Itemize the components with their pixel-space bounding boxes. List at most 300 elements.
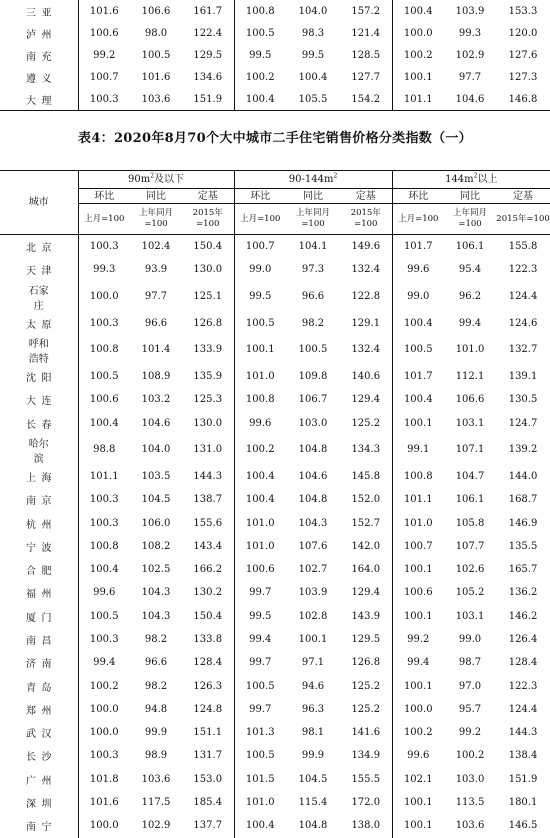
index-value: 99.9 (301, 750, 325, 762)
measure-header-row (0, 189, 550, 204)
index-value: 104.8 (298, 494, 328, 506)
measure-header: 同比 (286, 189, 340, 204)
city-name-text (0, 282, 78, 312)
index-value: 104.3 (141, 610, 171, 622)
index-value: 100.1 (403, 610, 433, 622)
index-value: 104.8 (298, 820, 328, 832)
index-value: 125.2 (340, 674, 392, 697)
index-value: 127.7 (340, 66, 392, 88)
base-header: 上年同月=100 (444, 204, 496, 235)
index-value: 101.3 (245, 727, 275, 739)
index-value: 124.8 (182, 698, 234, 721)
index-value: 103.9 (298, 587, 328, 599)
index-value: 99.7 (249, 703, 272, 715)
city-name (0, 0, 78, 22)
index-value: 99.3 (458, 27, 482, 39)
table-row (0, 581, 550, 604)
index-value: 103.1 (455, 610, 485, 622)
index-value: 120.0 (508, 27, 538, 39)
index-value: 155.8 (508, 241, 538, 253)
continued-table-body (0, 0, 550, 111)
table-title: 表4：2020年8月70个大中城市二手住宅销售价格分类指数（一） (78, 131, 472, 146)
index-value: 98.7 (458, 657, 482, 669)
index-value: 99.3 (93, 264, 116, 276)
index-value: 100.0 (403, 703, 433, 715)
index-value: 103.6 (141, 773, 171, 785)
index-value: 100.0 (89, 291, 119, 303)
index-value: 101.1 (89, 470, 119, 482)
index-value: 128.4 (182, 651, 234, 674)
index-value: 122.4 (182, 22, 234, 44)
city-name-part: 上 (26, 472, 36, 484)
index-value: 106.6 (141, 5, 171, 17)
table-row (0, 388, 550, 411)
continued-index-table (0, 0, 550, 111)
index-value: 100.2 (245, 71, 275, 83)
index-value: 107.1 (455, 444, 485, 456)
index-value: 100.6 (403, 587, 433, 599)
table-row (0, 558, 550, 581)
index-value: 124.4 (508, 291, 538, 303)
city-name-part: 南 (26, 822, 36, 834)
index-value: 164.0 (340, 558, 392, 581)
city-name-text (0, 492, 78, 507)
index-value: 129.4 (340, 388, 392, 411)
city-name-part: 原 (41, 319, 52, 331)
index-value: 127.6 (508, 49, 538, 61)
city-name-text (0, 335, 78, 365)
index-value: 126.8 (182, 312, 234, 335)
measure-header: 同比 (444, 189, 496, 204)
city-name-part: 北 (26, 243, 36, 255)
city-name-text (0, 795, 78, 810)
city-name (0, 628, 78, 651)
index-value: 99.1 (407, 444, 430, 456)
index-value: 98.3 (301, 27, 325, 39)
index-value: 100.1 (245, 344, 275, 356)
index-value: 104.3 (298, 517, 328, 529)
city-name-part: 长 (26, 752, 36, 764)
index-value: 134.9 (340, 744, 392, 767)
index-value: 124.7 (508, 417, 538, 429)
index-value: 100.0 (89, 820, 119, 832)
table-row (0, 235, 550, 259)
index-value: 185.4 (182, 791, 234, 814)
city-name-part: 南 (41, 659, 52, 671)
table-body (0, 235, 550, 838)
index-value: 98.2 (144, 680, 168, 692)
city-name (0, 312, 78, 335)
index-value: 101.0 (455, 344, 485, 356)
index-value: 100.4 (89, 564, 119, 576)
index-value: 100.4 (89, 417, 119, 429)
index-value: 100.1 (298, 634, 328, 645)
city-name-part: 石家庄 (28, 285, 49, 312)
index-value: 113.5 (455, 797, 485, 809)
index-value: 100.4 (234, 88, 286, 111)
index-value: 98.8 (93, 444, 116, 456)
index-value: 124.4 (508, 703, 538, 715)
city-name-part: 京 (41, 496, 52, 508)
index-value: 122.8 (340, 282, 392, 312)
city-name (0, 282, 78, 312)
city-name-part: 太 (26, 319, 36, 331)
base-header: 上月=100 (392, 204, 444, 235)
index-value: 117.5 (141, 797, 171, 809)
city-name-part: 遵 (26, 73, 36, 85)
table-row (0, 674, 550, 697)
city-name-text (0, 392, 78, 407)
base-header: 上年同月=100 (286, 204, 340, 235)
index-value: 100.5 (89, 610, 119, 622)
base-header: 上月=100 (78, 204, 130, 235)
city-name (0, 511, 78, 534)
city-name-text (0, 469, 78, 484)
index-value: 125.2 (340, 411, 392, 434)
index-value: 100.6 (245, 564, 275, 576)
index-value: 100.2 (245, 444, 275, 456)
index-value: 100.4 (245, 820, 275, 832)
index-value: 135.9 (182, 365, 234, 388)
index-value: 157.2 (340, 0, 392, 22)
table-row (0, 721, 550, 744)
index-value: 105.2 (455, 587, 485, 599)
index-value: 97.0 (458, 680, 482, 692)
city-name-part: 门 (41, 612, 52, 624)
index-value: 122.3 (508, 680, 538, 692)
city-name-part: 厦 (26, 612, 36, 624)
index-value: 143.9 (340, 605, 392, 628)
index-value: 112.1 (455, 371, 485, 383)
index-value: 99.9 (144, 727, 168, 739)
index-value: 100.0 (89, 703, 119, 715)
index-value: 154.2 (340, 88, 392, 111)
index-value: 101.7 (403, 371, 433, 383)
table-row (0, 791, 550, 814)
index-value: 131.0 (182, 435, 234, 465)
index-value: 153.3 (508, 5, 538, 17)
city-name-part: 三 (26, 7, 36, 19)
index-value: 100.2 (455, 750, 485, 762)
index-value: 100.1 (403, 680, 433, 692)
index-value: 101.0 (403, 517, 433, 529)
index-value: 101.6 (141, 71, 171, 83)
city-name (0, 365, 78, 388)
table-row (0, 22, 550, 44)
index-value: 133.8 (182, 628, 234, 651)
index-value: 103.6 (130, 88, 182, 111)
index-value: 115.4 (298, 797, 328, 809)
city-name (0, 335, 78, 365)
table-row (0, 744, 550, 767)
index-value: 130.0 (182, 411, 234, 434)
index-value: 100.8 (89, 540, 119, 552)
index-value: 100.3 (89, 317, 119, 329)
measure-header: 环比 (78, 189, 130, 204)
index-value: 128.5 (340, 44, 392, 66)
index-value: 98.0 (144, 27, 168, 39)
city-name-text (0, 435, 78, 465)
index-value: 146.5 (508, 820, 538, 832)
index-value: 138.7 (182, 488, 234, 511)
index-value: 104.5 (141, 494, 171, 506)
table-row (0, 651, 550, 674)
index-value: 99.2 (458, 727, 482, 739)
index-value: 101.6 (89, 5, 119, 17)
table-row (0, 66, 550, 88)
measure-header: 同比 (130, 189, 182, 204)
index-value: 139.2 (508, 444, 538, 456)
city-name-part: 圳 (41, 799, 52, 811)
index-value: 104.0 (298, 5, 328, 17)
index-value: 107.7 (455, 540, 485, 552)
index-value: 128.4 (508, 657, 538, 669)
index-value: 141.6 (340, 721, 392, 744)
city-name (0, 768, 78, 791)
table-row (0, 605, 550, 628)
table-row (0, 435, 550, 465)
index-value: 102.1 (403, 773, 433, 785)
index-value: 96.6 (144, 657, 168, 669)
index-value: 100.8 (89, 344, 119, 356)
index-value: 155.6 (182, 511, 234, 534)
index-value: 102.5 (141, 564, 171, 576)
city-name-part: 武 (26, 729, 36, 741)
table-row (0, 465, 550, 488)
index-value: 150.4 (182, 235, 234, 259)
city-name-part: 波 (41, 542, 52, 554)
table-row (0, 282, 550, 312)
index-value: 129.1 (340, 312, 392, 335)
city-name-part: 理 (41, 95, 52, 107)
index-value: 102.7 (298, 564, 328, 576)
measure-header: 定基 (182, 189, 234, 204)
index-value: 152.7 (340, 511, 392, 534)
city-name-text (0, 748, 78, 763)
city-name-text (0, 772, 78, 787)
index-value: 137.7 (182, 814, 234, 837)
city-name-part: 义 (41, 73, 52, 85)
index-value: 99.6 (407, 264, 430, 276)
city-name (0, 791, 78, 814)
index-value: 103.5 (141, 470, 171, 482)
city-name (0, 698, 78, 721)
index-value: 101.1 (403, 494, 433, 506)
index-value: 96.3 (301, 703, 325, 715)
base-header: 上月=100 (234, 204, 286, 235)
city-name (0, 651, 78, 674)
index-value: 100.4 (245, 494, 275, 506)
index-value: 97.7 (458, 71, 482, 83)
city-name-text (0, 539, 78, 554)
city-name (0, 535, 78, 558)
city-name-part: 哈尔滨 (28, 438, 49, 465)
table-row (0, 411, 550, 434)
city-name-part: 充 (41, 51, 52, 63)
index-value: 99.6 (249, 417, 272, 429)
index-value: 172.0 (340, 791, 392, 814)
index-value: 103.1 (455, 417, 485, 429)
index-value: 140.6 (340, 365, 392, 388)
index-value: 101.0 (245, 540, 275, 552)
index-value: 100.3 (89, 494, 119, 506)
index-value: 103.0 (455, 773, 485, 785)
city-name-part: 亚 (41, 7, 52, 19)
index-value: 168.7 (508, 494, 538, 506)
index-value: 121.4 (340, 22, 392, 44)
city-name-text (0, 92, 78, 107)
index-value: 99.4 (93, 657, 116, 669)
index-value: 100.1 (403, 417, 433, 429)
index-value: 108.9 (141, 371, 171, 383)
city-name-part: 济 (26, 659, 36, 671)
index-value: 99.2 (93, 49, 116, 61)
city-name (0, 66, 78, 88)
index-value: 132.7 (508, 344, 538, 356)
index-value: 149.6 (340, 235, 392, 259)
city-name-text (0, 655, 78, 670)
city-name-part: 汉 (41, 729, 52, 741)
index-value: 99.4 (249, 634, 272, 645)
measure-header: 环比 (234, 189, 286, 204)
index-value: 101.4 (141, 344, 171, 356)
index-value: 165.7 (508, 564, 538, 576)
index-value: 134.3 (340, 435, 392, 465)
index-value: 95.7 (458, 703, 482, 715)
index-value: 108.2 (141, 540, 171, 552)
index-value: 101.8 (89, 773, 119, 785)
city-name-text (0, 239, 78, 254)
city-name-part: 津 (41, 266, 52, 278)
index-value: 99.5 (249, 291, 272, 303)
index-value: 106.6 (455, 394, 485, 406)
city-name-text (0, 725, 78, 740)
index-value: 100.3 (89, 634, 119, 645)
index-value: 100.5 (141, 49, 171, 61)
index-value: 166.2 (182, 558, 234, 581)
index-value: 125.1 (182, 282, 234, 312)
index-value: 99.0 (249, 264, 272, 276)
index-value: 94.8 (144, 703, 168, 715)
index-value: 100.4 (403, 5, 433, 17)
city-name-part: 杭 (26, 519, 36, 531)
index-value: 104.6 (141, 417, 171, 429)
city-name-part: 春 (41, 419, 52, 431)
index-value: 102.6 (455, 564, 485, 576)
city-name-part: 海 (41, 472, 52, 484)
index-value: 129.4 (340, 581, 392, 604)
index-value: 107.6 (298, 540, 328, 552)
index-value: 99.5 (249, 49, 272, 61)
index-value: 150.4 (182, 605, 234, 628)
city-name-text (0, 416, 78, 431)
index-value: 99.0 (407, 291, 430, 303)
index-value: 96.6 (144, 317, 168, 329)
city-name-part: 州 (41, 775, 52, 787)
index-value: 98.2 (144, 634, 168, 645)
index-value: 93.9 (144, 264, 168, 276)
group-header-large: $144m^2$以上 (392, 171, 550, 189)
index-value: 100.5 (245, 750, 275, 762)
index-value: 100.4 (403, 317, 433, 329)
base-header: 上年同月=100 (130, 204, 182, 235)
index-value: 99.5 (301, 49, 325, 61)
index-value: 100.2 (89, 680, 119, 692)
index-value: 155.5 (340, 768, 392, 791)
index-value: 102.9 (455, 49, 485, 61)
city-name-text (0, 70, 78, 85)
city-name (0, 388, 78, 411)
city-name-part: 州 (41, 705, 52, 717)
index-value: 126.4 (508, 634, 538, 645)
index-value: 100.1 (403, 820, 433, 832)
index-value: 135.5 (508, 540, 538, 552)
index-value: 101.0 (245, 371, 275, 383)
city-name-part: 岛 (41, 682, 52, 694)
index-value: 129.5 (340, 628, 392, 651)
index-value: 100.7 (89, 71, 119, 83)
city-name (0, 721, 78, 744)
city-name (0, 465, 78, 488)
table-header (0, 171, 550, 235)
index-value: 139.1 (508, 371, 538, 383)
index-value: 100.5 (89, 371, 119, 383)
index-value: 104.6 (298, 470, 328, 482)
index-value: 146.8 (496, 88, 550, 111)
index-value: 98.2 (301, 317, 325, 329)
index-value: 100.1 (403, 71, 433, 83)
city-name-part: 深 (26, 799, 36, 811)
index-value: 103.0 (298, 417, 328, 429)
city-name-part: 阳 (41, 373, 52, 385)
index-value: 104.6 (444, 88, 496, 111)
index-value: 106.1 (455, 241, 485, 253)
city-name-part: 州 (41, 519, 52, 531)
index-value: 130.0 (182, 258, 234, 281)
index-value: 103.2 (141, 394, 171, 406)
index-value: 161.7 (182, 0, 234, 22)
index-value: 103.9 (455, 5, 485, 17)
index-value: 146.2 (508, 610, 538, 622)
city-name-part: 合 (26, 566, 36, 578)
index-value: 100.0 (403, 27, 433, 39)
index-value: 102.4 (141, 241, 171, 253)
index-value: 100.3 (89, 517, 119, 529)
measure-header: 定基 (340, 189, 392, 204)
index-value: 101.7 (403, 241, 433, 253)
index-value: 100.2 (403, 727, 433, 739)
city-name-text (0, 818, 78, 833)
index-value: 131.7 (182, 744, 234, 767)
measure-header: 定基 (496, 189, 550, 204)
city-name-part: 宁 (26, 542, 36, 554)
index-value: 103.6 (455, 820, 485, 832)
index-value: 99.7 (249, 587, 272, 599)
city-name-part: 南 (26, 496, 36, 508)
city-name-text (0, 516, 78, 531)
index-value: 100.0 (89, 727, 119, 739)
index-value: 99.6 (407, 750, 430, 762)
index-value: 100.4 (403, 394, 433, 406)
index-value: 105.5 (286, 88, 340, 111)
city-name-part: 京 (41, 243, 52, 255)
city-name-part: 福 (26, 589, 36, 601)
index-value: 126.3 (182, 674, 234, 697)
city-name (0, 744, 78, 767)
table-row (0, 335, 550, 365)
city-name-text (0, 632, 78, 647)
index-value: 97.3 (301, 264, 325, 276)
